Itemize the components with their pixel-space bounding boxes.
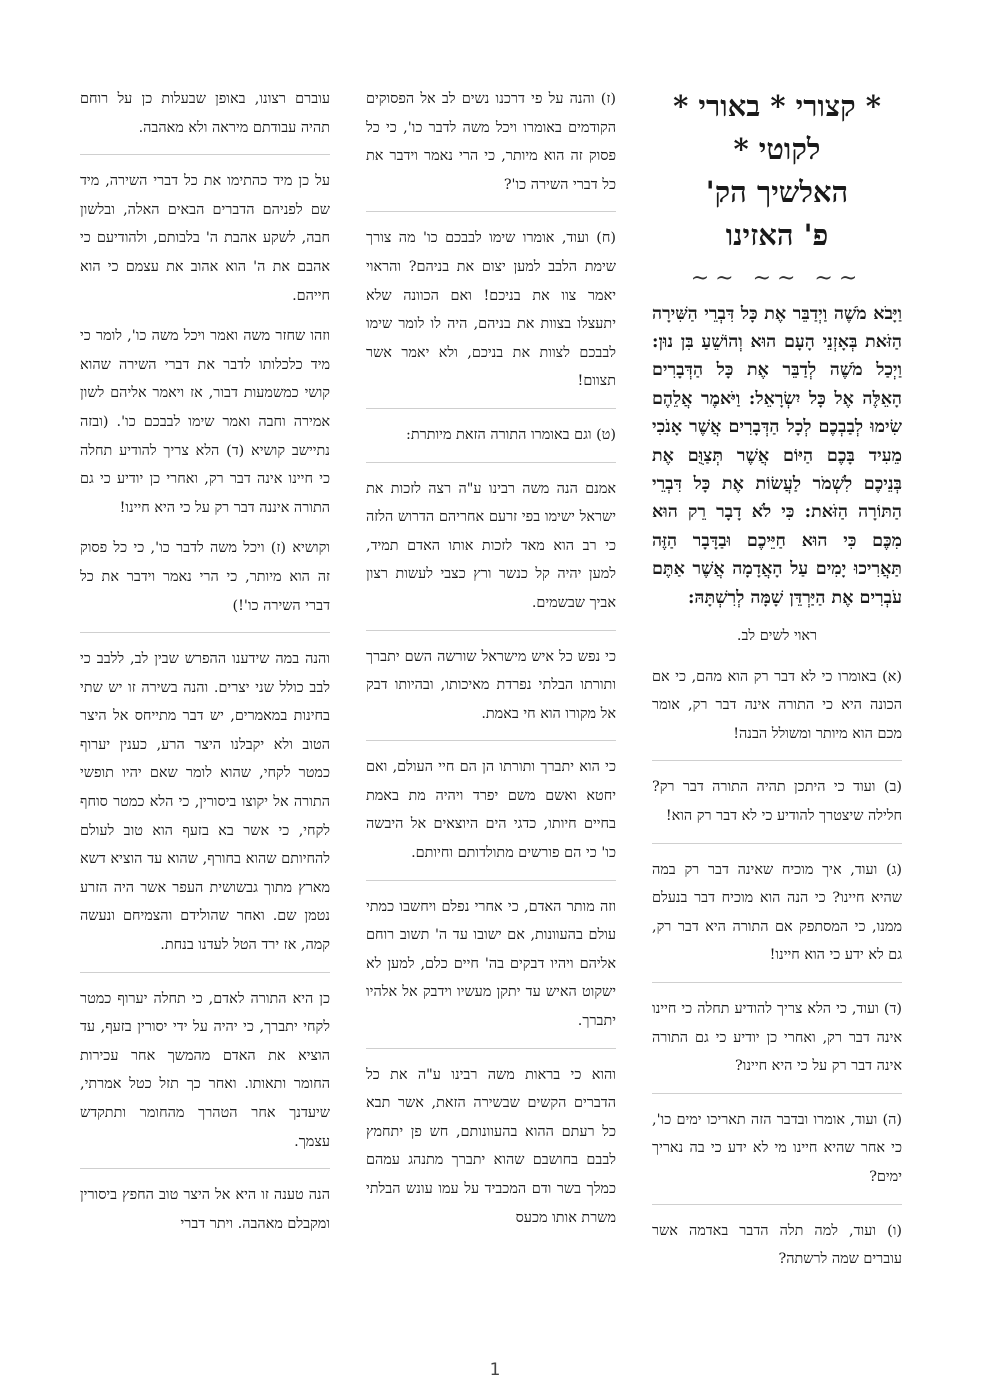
paragraph: (ז) והנה על פי דרכנו נשים לב אל הפסוקים הקודמים באומרו ויכל משה לדבר כו', כי כל פסוק זה הוא מיותר, כי הרי נאמר וידבר את כל דברי השירה כו'? xyxy=(366,85,616,212)
paragraph: אמנם הנה משה רבינו ע"ה רצה לזכות את ישראל ישימו בפי זרעם אחריהם הדרוש הלזה כי רב הוא מאד לזכות אותו האדם תמיד, למען יהיה קל כנשר ורץ כצבי לעשות רצון אביך שבשמים. xyxy=(366,475,616,631)
paragraph: וקושיא (ז) ויכל משה לדבר כו', כי כל פסוק זה הוא מיותר, כי הרי נאמר וידבר את כל דברי השירה כו'!) xyxy=(80,534,330,633)
paragraph: והנה במה שידענו ההפרש שבין לב, ללבב כי לבב כולל שני יצרים. והנה בשירה זו יש שתי בחינות במאמרים, יש דבר מתייחס אל היצר הטוב ולא יקבלנו היצר הרע, כענין יערוף כמטר לקחי, שהוא לומר שאם יהיו תופשי התורה אל יקוצו ביסורין, כי הלא כמטר סוחף לקחי, כי אשר בא בזעף הוא טוב לעולם להחיותם שהוא בחורף, שהוא עד הוציא דשא מארץ מתוך גבשושית העפר אשר היה הזרע נטמן שם. ואחר שהולידם והצמיחם ונעשה קמה, אז ירד הטל לעדנו בנחת. xyxy=(80,645,330,973)
paragraph: עוברם רצונו, באופן שבעלות כן על רוחם תהיה עבודתם מיראה ולא מאהבה. xyxy=(80,85,330,155)
paragraph: וזה מותר האדם, כי אחרי נפלם ויחשבו כמתי עולם בהעוונות, אם ישובו עד ה' תשוב רוחם אליהם ויהיו דבקים בה' חיים כלם, למען לא ישקוט האיש עד יתקן מעשיו וידבק אל אלהיו יתברך. xyxy=(366,893,616,1049)
verse-text: וַיָּבֹא מֹשֶׁה וַיְדַבֵּר אֶת כָּל דִּבְרֵי הַשִּׁירָה הַזֹּאת בְּאָזְנֵי הָעָם הוּא וְהוֹשֵׁעַ בִּן נוּן: וַיְכַל מֹשֶׁה לְדַבֵּר אֶת כָּל הַדְּבָרִים הָאֵלֶּה אֶל כָּל יִשְׂרָאֵל: וַיֹּאמֶר אֲלֵהֶם שִׂימוּ לְבַבְכֶם לְכָל הַדְּבָרִים אֲשֶׁר אָנֹכִי מֵעִיד בָּכֶם הַיּוֹם אֲשֶׁר תְּצַוֻּם אֶת בְּנֵיכֶם לִשְׁמֹר לַעֲשׂוֹת אֶת כָּל דִּבְרֵי הַתּוֹרָה הַזֹּאת: כִּי לֹא דָבָר רֵק הוּא מִכֶּם כִּי הוּא חַיֵּיכֶם וּבַדָּבָר הַזֶּה תַּאֲרִיכוּ יָמִים עַל הָאֲדָמָה אֲשֶׁר אַתֶּם עֹבְרִים אֶת הַיַּרְדֵּן שָׁמָּה לְרִשְׁתָּהּ: xyxy=(652,303,902,608)
paragraph: כן היא התורה לאדם, כי תחלה יערוף כמטר לקחי יתברך, כי יהיה על ידי יסורין בזעף, עד הוציא את האדם מהמשך אחר עכירות החומר ותאותו. ואחר כך תזל כטל אמרתי, שיעדנך אחר הטהרך מהחומר ותתקדש עצמך. xyxy=(80,985,330,1170)
paragraph: (ג) ועוד, איך מוכיח שאינה דבר רק במה שהיא חיינו? כי הנה הוא מוכיח דבר בנעלם ממנו, כי המסתפק אם התורה היא דבר רק, גם לא ידע כי הוא חיינו! xyxy=(652,856,902,983)
paragraph: כי נפש כל איש מישראל שורשה השם יתברך ותורתו הבלתי נפרדת מאיכותו, ובהיותו דבק אל מקורו הוא חי באמת. xyxy=(366,643,616,742)
paragraph: (ה) ועוד, אומרו ובדבר הזה תאריכו ימים כו', כי אחר שהיא חיינו מי לא ידע כי בה נאריך ימים? xyxy=(652,1106,902,1205)
paragraph: והוא כי בראות משה רבינו ע"ה את כל הדברים הקשים שבשירה הזאת, אשר תבא כל רעתם ההוא בהעוונותם, חש פן יתחמץ לבבם בחושבם שהוא יתברך מתנהג עמהם כמלך בשר ודם המכביד על עמו עונש הבלתי משרת אותו מכעס xyxy=(366,1066,616,1226)
column-right xyxy=(652,85,902,1310)
paragraph: ראוי לשים לב. xyxy=(736,628,818,645)
title-line-3: פ' האזינו xyxy=(725,218,829,252)
paragraph: על כן מיד כהתימו את כל דברי השירה, מיד שם לפניהם הדברים הבאים האלה, ובלשון חבה, לשקע אהבת ה' בלבותם, ולהודיעם כי אהבם את ה' הוא אהוב את עצמם כי הוא חייהם. xyxy=(80,173,330,304)
page-title xyxy=(652,85,902,257)
paragraph: (א) באומרו כי לא דבר רק הוא מהם, כי אם הכונה היא כי התורה אינה דבר רק, אומר מכם הוא מיותר ומשולל הבנה! xyxy=(652,663,902,762)
column-middle xyxy=(366,85,616,1310)
paragraph: כי הוא יתברך ותורתו הן הם חיי העולם, ואם יחטא ואשם משם יפרד ויהיה מת באמת בחיים חיותו, כדגי הים היוצאים אל היבשה כו' כי הם פורשים מתולדותם וחיותם. xyxy=(366,753,616,880)
column-left xyxy=(80,85,330,1310)
paragraph: וזהו שחזר משה ואמר ויכל משה כו', לומר כי מיד כלכלותו לדבר את דברי השירה שהוא קושי כמשמעות דבור, אז ויאמר אליהם לשון אמירה וחבה ואמר שימו לבבכם כו'. (ובזה נתיישב קושיא (ד) הלא צריך להודיע תחלה כי חיינו אינה דבר רק, ואחרי כן יודיע כי גם התורה איננה דבר רק על כי היא חיינו! xyxy=(80,328,330,516)
paragraph: (ט) וגם באומרו התורה הזאת מיותרת: xyxy=(366,421,616,463)
paragraph: (ד) ועוד, כי הלא צריך להודיע תחלה כי חיינו אינה דבר רק, ואחרי כן יודיע כי גם התורה אינה דבר רק על כי היא חיינו? xyxy=(652,995,902,1094)
paragraph: (ח) ועוד, אומרו שימו לבבכם כו' מה צורך שימת הלבב למען יצום את בניהם? והראוי יאמר צוו את בניכם! ואם הכוונה שלא יתעצלו בצוות את בניהם, היה לו לומר שימו לבבכם לצוות את בניכם, ולא יאמר אשר תצוום! xyxy=(366,224,616,409)
page-number: 1 xyxy=(489,1360,501,1380)
paragraph: הנה טענה זו היא אל היצר טוב החפץ ביסורין ומקבלם מאהבה. ויתר דברי xyxy=(80,1187,330,1232)
title-ornament: ~~ ~~ ~~ xyxy=(690,266,864,291)
title-line-2: האלשיך הק' xyxy=(705,175,849,209)
paragraph: (ב) ועוד כי היתכן תהיה התורה דבר רק? חלילה שיצטרך להודיע כי לא דבר רק הוא! xyxy=(652,773,902,843)
paragraph: (ו) ועוד, למה תלה הדבר באדמה אשר עוברים שמה לרשתה? xyxy=(652,1222,902,1268)
title-line-1: * קצורי * באורי * לקוטי * xyxy=(673,89,881,166)
page-columns xyxy=(72,85,902,1310)
